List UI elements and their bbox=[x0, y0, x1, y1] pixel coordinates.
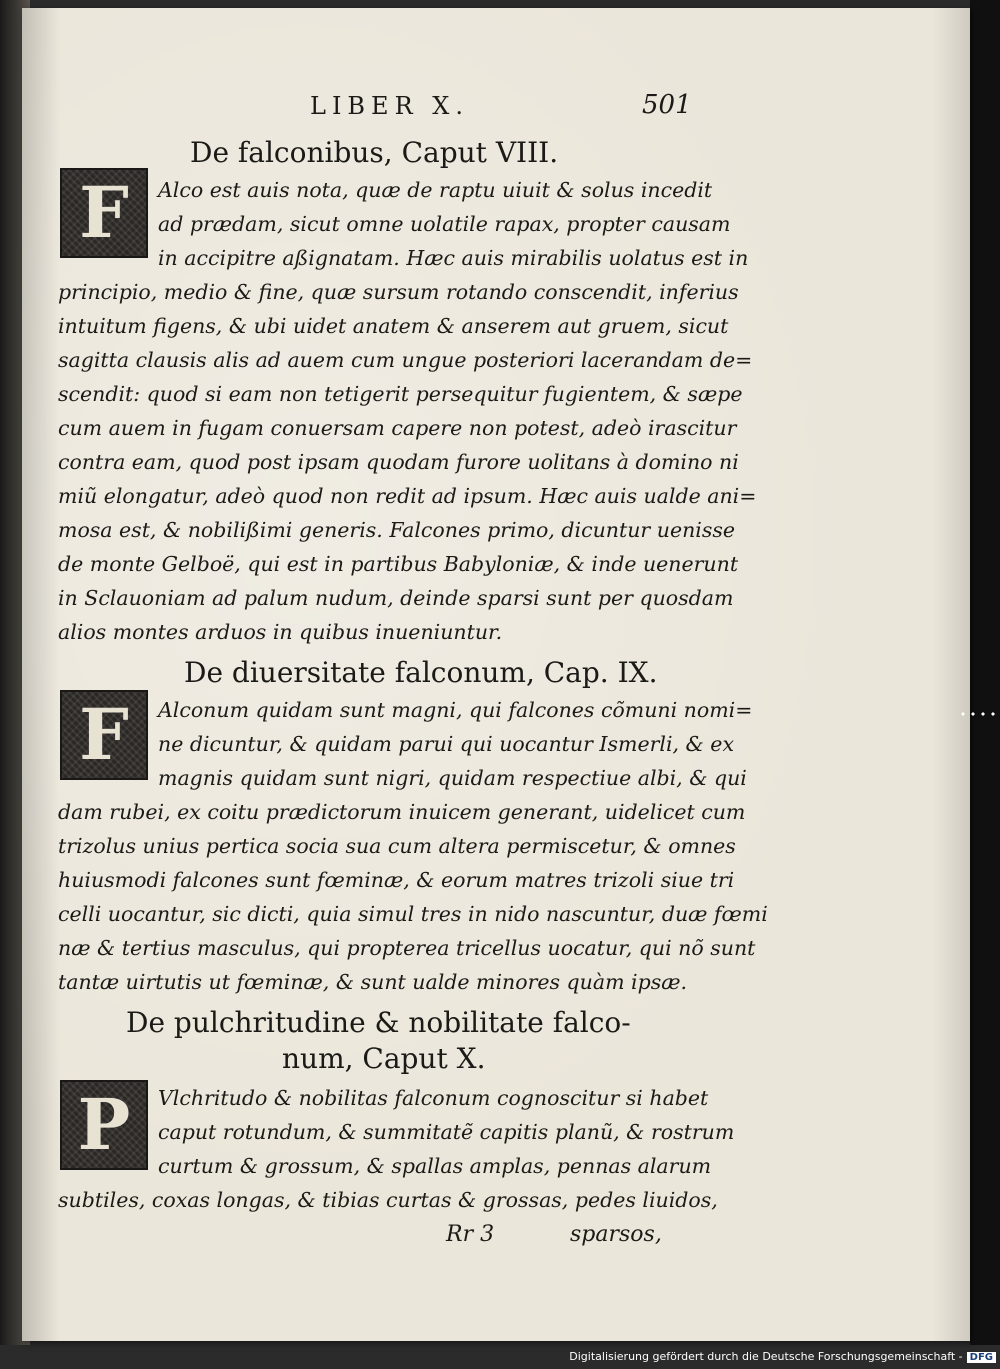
text-line: næ & tertius masculus, qui propterea tricellus uocatur, qui nõ sunt bbox=[58, 936, 756, 960]
text-line: tantæ uirtutis ut fœminæ, & sunt ualde minores quàm ipsæ. bbox=[58, 970, 688, 994]
page-number: 501 bbox=[642, 90, 692, 120]
text-line: intuitum figens, & ubi uidet anatem & anserem aut gruem, sicut bbox=[58, 314, 729, 338]
digitization-credit bbox=[0, 1350, 996, 1363]
chapter-heading-ix: De diuersitate falconum, Cap. IX. bbox=[184, 656, 658, 689]
decorated-initial-f bbox=[60, 168, 148, 258]
text-line: sagitta clausis alis ad auem cum ungue posteriori lacerandam de= bbox=[58, 348, 753, 372]
text-line: Alco est auis nota, quæ de raptu uiuit & solus incedit bbox=[158, 178, 713, 202]
text-line: celli uocantur, sic dicti, quia simul tres in nido nascuntur, duæ fœmi bbox=[58, 902, 768, 926]
dfg-logo-badge: DFG bbox=[967, 1352, 996, 1363]
text-line: de monte Gelboë, qui est in partibus Babyloniæ, & inde uenerunt bbox=[58, 552, 739, 576]
text-line: in accipitre aßignatam. Hæc auis mirabilis uolatus est in bbox=[158, 246, 749, 270]
text-line: caput rotundum, & summitatẽ capitis planũ, & rostrum bbox=[158, 1120, 735, 1144]
credit-text: Digitalisierung gefördert durch die Deutsche Forschungsgemeinschaft - bbox=[569, 1350, 963, 1363]
text-line: magnis quidam sunt nigri, quidam respectiue albi, & qui bbox=[158, 766, 747, 790]
initial-letter: F bbox=[79, 171, 129, 254]
text-line: curtum & grossum, & spallas amplas, pennas alarum bbox=[158, 1154, 712, 1178]
signature-mark: Rr 3 bbox=[446, 1222, 495, 1247]
text-line: huiusmodi falcones sunt fœminæ, & eorum matres trizoli siue tri bbox=[58, 868, 735, 892]
text-line: subtiles, coxas longas, & tibias curtas & grossas, pedes liuidos, bbox=[58, 1188, 718, 1212]
text-line: trizolus unius pertica socia sua cum altera permiscetur, & omnes bbox=[58, 834, 736, 858]
text-line: scendit: quod si eam non tetigerit persequitur fugientem, & sæpe bbox=[58, 382, 743, 406]
initial-letter: F bbox=[79, 693, 129, 776]
book-page bbox=[22, 8, 970, 1341]
chapter-heading-viii: De falconibus, Caput VIII. bbox=[190, 136, 559, 169]
decorated-initial-f bbox=[60, 690, 148, 780]
text-line: ad prædam, sicut omne uolatile rapax, propter causam bbox=[158, 212, 731, 236]
initial-letter: P bbox=[77, 1083, 131, 1166]
page-text bbox=[22, 8, 970, 1341]
decorated-initial-p bbox=[60, 1080, 148, 1170]
text-line: mosa est, & nobilißimi generis. Falcones primo, dicuntur uenisse bbox=[58, 518, 736, 542]
text-line: dam rubei, ex coitu prædictorum inuicem generant, uidelicet cum bbox=[58, 800, 746, 824]
chapter-heading-x: De pulchritudine & nobilitate falco- bbox=[126, 1006, 631, 1039]
text-line: Alconum quidam sunt magni, qui falcones cõmuni nomi= bbox=[158, 698, 753, 722]
scan-background bbox=[970, 0, 1000, 1345]
text-line: principio, medio & fine, quæ sursum rotando conscendit, inferius bbox=[58, 280, 739, 304]
text-line: alios montes arduos in quibus inueniuntur. bbox=[58, 620, 503, 644]
text-line: miũ elongatur, adeò quod non redit ad ipsum. Hæc auis ualde ani= bbox=[58, 484, 757, 508]
chapter-heading-x-continued: num, Caput X. bbox=[282, 1042, 486, 1075]
text-line: Vlchritudo & nobilitas falconum cognoscitur si habet bbox=[158, 1086, 709, 1110]
running-head: LIBER X. bbox=[310, 92, 469, 120]
text-line: in Sclauoniam ad palum nudum, deinde sparsi sunt per quosdam bbox=[58, 586, 734, 610]
catchword: sparsos, bbox=[570, 1222, 662, 1247]
text-line: ne dicuntur, & quidam parui qui uocantur Ismerli, & ex bbox=[158, 732, 735, 756]
page-edge-marks bbox=[958, 712, 998, 716]
text-line: cum auem in fugam conuersam capere non potest, adeò irascitur bbox=[58, 416, 737, 440]
text-line: contra eam, quod post ipsam quodam furore uolitans à domino ni bbox=[58, 450, 739, 474]
